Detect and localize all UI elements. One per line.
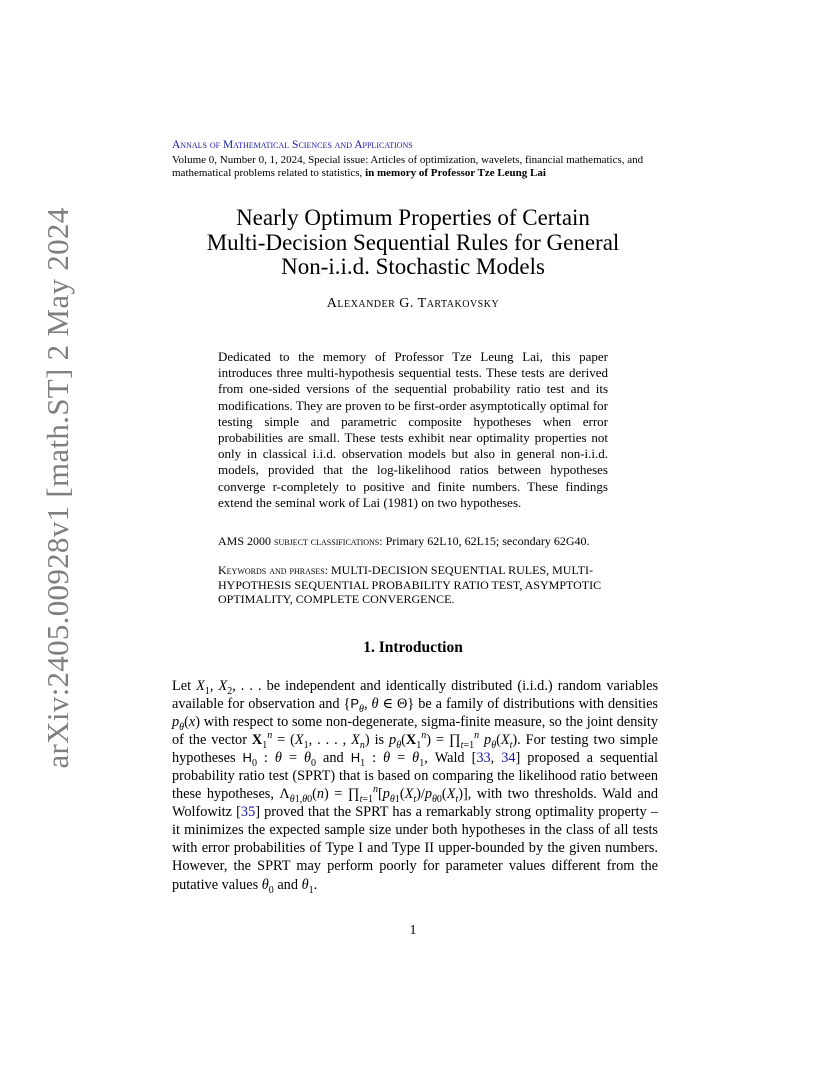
keywords-label: Keywords and phrases: (218, 563, 329, 577)
paper-author: Alexander G. Tartakovsky (326, 296, 500, 311)
title-line: Nearly Optimum Properties of Certain (236, 205, 590, 230)
volume-line: Volume 0, Number 0, 1, 2024, Special issue: Articles of optimization, wavelets, financial mathematics, and mathematical problems related to statistics, (172, 153, 644, 179)
title-line: Multi-Decision Sequential Rules for General (206, 229, 620, 255)
volume-info (172, 154, 654, 181)
ams-label: AMS 2000 subject classifications: (218, 534, 383, 548)
title-line: Non-i.i.d. Stochastic Models (281, 254, 545, 279)
introduction-paragraph: Let $X_1$, $X_2$, . . . be independent and identically distributed (i.i.d.) random variables available for observation and {$P_\theta$, θ ∈ Θ} be a family of distributions with densities $p_\theta(x)$ with respect to some non-degenerate, sigma-finite measure, so the joint density of the vector $X_1^n = (X_1$, . . . , $X_n$) is $p_\theta(X_1^n)$ = $\prod_{t=1}^n$ $p_\theta(X_t)$. For testing two simple hypotheses $H_0$ : $\theta = \theta_0$ and $H_1$ : $\theta = \theta_1$, Wald [33, 34] proposed a sequential probability ratio test (SPRT) that is based on comparing the likelihood ratio between these hypotheses, $\Lambda_{\theta 1,\theta 0}(n)$ = $\prod_{t=1}^n[p_{\theta 1}(X_t)/p_{\theta 0}(X_t)]$, with two thresholds. Wald and Wolfowitz [35] proved that the SPRT has a remarkably strong optimality property – it minimizes the expected sample size under both hypotheses in the class of all tests with error probabilities of Type I and Type II upper-bounded by the given numbers. However, the SPRT may perform poorly for parameter values different from the putative values $\theta_0$ and $\theta_1$. (172, 678, 659, 896)
abstract: Dedicated to the memory of Professor Tze Leung Lai, this paper introduces three multi-hypothesis sequential tests. These tests are derived from one-sided versions of the sequential probability ratio test and its modifications. They are proven to be first-order asymptotically optimal for testing simple and parametric composite hypotheses when error probabilities are small. These tests exhibit near optimality properties not only in classical i.i.d. observation models but also in general non-i.i.d. models, provided that the log-likelihood ratios between hypotheses converge r-completely to positive and finite numbers. These findings extend the seminal work of Lai (1981) on two hypotheses. (218, 349, 608, 510)
keywords (218, 563, 608, 607)
journal-name[interactable]: Annals of Mathematical Sciences and Applications (172, 139, 413, 151)
citation-link[interactable]: 34 (501, 750, 516, 767)
ams-value: Primary 62L10, 62L15; secondary 62G40. (382, 534, 590, 548)
arxiv-identifier: arXiv:2405.00928v1 [math.ST] 2 May 2024 (40, 207, 75, 769)
page-number: 1 (409, 923, 417, 938)
journal-header (172, 139, 654, 181)
citation-link[interactable]: 35 (240, 804, 256, 821)
paper-title (172, 206, 654, 280)
citation-link[interactable]: 33 (476, 750, 491, 767)
keywords-value: MULTI-DECISION SEQUENTIAL RULES, MULTI-HYPOTHESIS SEQUENTIAL PROBABILITY RATIO TEST, ASYMPTOTIC OPTIMALITY, COMPLETE CONVERGENCE. (218, 563, 602, 606)
memorial-dedication: in memory of Professor Tze Leung Lai (365, 167, 546, 179)
ams-classifications (218, 534, 608, 549)
section-heading: 1. Introduction (363, 639, 463, 656)
